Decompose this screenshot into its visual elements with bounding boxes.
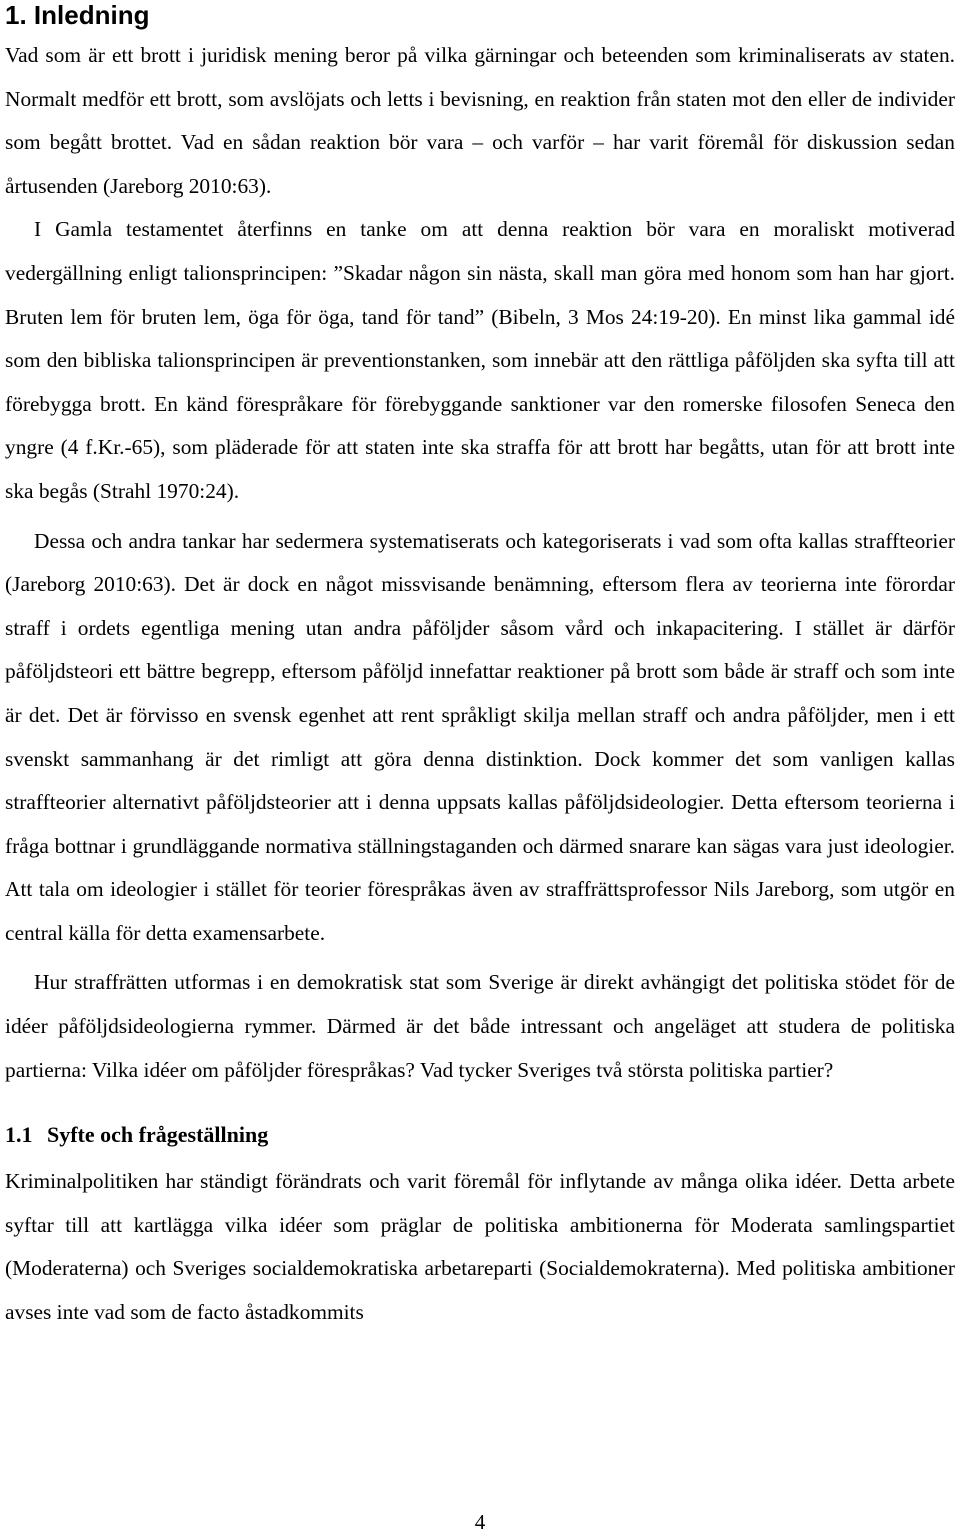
section-title: Inledning xyxy=(33,0,150,30)
section-heading xyxy=(5,0,955,34)
paragraph-talion: I Gamla testamentet återfinns en tanke om att denna reaktion bör vara en moraliskt motiverad vedergällning enligt talionsprincipen: ”Skadar någon sin nästa, skall man göra med honom som han har gjort. Bruten lem för bruten lem, öga för öga, tand för tand” (Bibeln, 3 Mos 24:19-20). En minst lika gammal idé som den bibliska talionsprincipen är preventionstanken, som innebär att den rättliga påföljden ska syfta till att förebygga brott. En känd förespråkare för förebyggande sanktioner var den romerske filosofen Seneca den yngre (4 f.Kr.-65), som pläderade för att staten inte ska straffa för att brott har begåtts, utan för att brott inte ska begås (Strahl 1970:24). xyxy=(5,217,955,503)
document-page xyxy=(5,0,955,1335)
paragraph-straffteorier: Dessa och andra tankar har sedermera systematiserats och kategoriserats i vad som ofta kallas straffteorier (Jareborg 2010:63). Det är dock en något missvisande benämning, eftersom flera av teorierna inte förordar straff i ordets egentliga mening utan andra påföljder såsom vård och inkapacitering. I stället är därför påföljdsteori ett bättre begrepp, eftersom påföljd innefattar reaktioner på brott som både är straff och som inte är det. Det är förvisso en svensk egenhet att rent språkligt skilja mellan straff och andra påföljder, men i ett svenskt sammanhang är det rimligt att göra denna distinktion. Dock kommer det som vanligen kallas straffteorier alternativt påföljdsteorier att i denna uppsats kallas påföljdsideologier. Detta eftersom teorierna i fråga bottnar i grundläggande normativa ställningstaganden och därmed snarare kan sägas vara just ideologier. Att tala om ideologier i stället för teorier förespråkas även av straffrättsprofessor Nils Jareborg, som utgör en central källa för detta examensarbete. xyxy=(5,528,955,945)
page-number: 4 xyxy=(474,1510,486,1534)
paragraph-intro: Vad som är ett brott i juridisk mening beror på vilka gärningar och beteenden som kriminaliserats av staten. Normalt medför ett brott, som avslöjats och letts i bevisning, en reaktion från staten mot den eller de individer som begått brottet. Vad en sådan reaktion bör vara – och varför – har varit föremål för diskussion sedan årtusenden (Jareborg 2010:63). xyxy=(5,43,955,198)
subsection-number: 1.1 xyxy=(5,1122,33,1148)
paragraph-straffratten: Hur straffrätten utformas i en demokratisk stat som Sverige är direkt avhängigt det politiska stödet för de idéer påföljdsideologierna rymmer. Därmed är det både intressant och angeläget att studera de politiska partierna: Vilka idéer om påföljder förespråkas? Vad tycker Sveriges två största politiska partier? xyxy=(5,970,955,1082)
section-number: 1. xyxy=(5,0,27,30)
subsection-title: Syfte och frågeställning xyxy=(47,1122,269,1148)
subsection-heading xyxy=(5,1092,955,1160)
paragraph-syfte: Kriminalpolitiken har ständigt förändrats och varit föremål för inflytande av många olika idéer. Detta arbete syftar till att kartlägga vilka idéer som präglar de politiska ambitionerna för Moderata samlingspartiet (Moderaterna) och Sveriges socialdemokratiska arbetareparti (Socialdemokraterna). Med politiska ambitioner avses inte vad som de facto åstadkommits xyxy=(5,1169,955,1325)
